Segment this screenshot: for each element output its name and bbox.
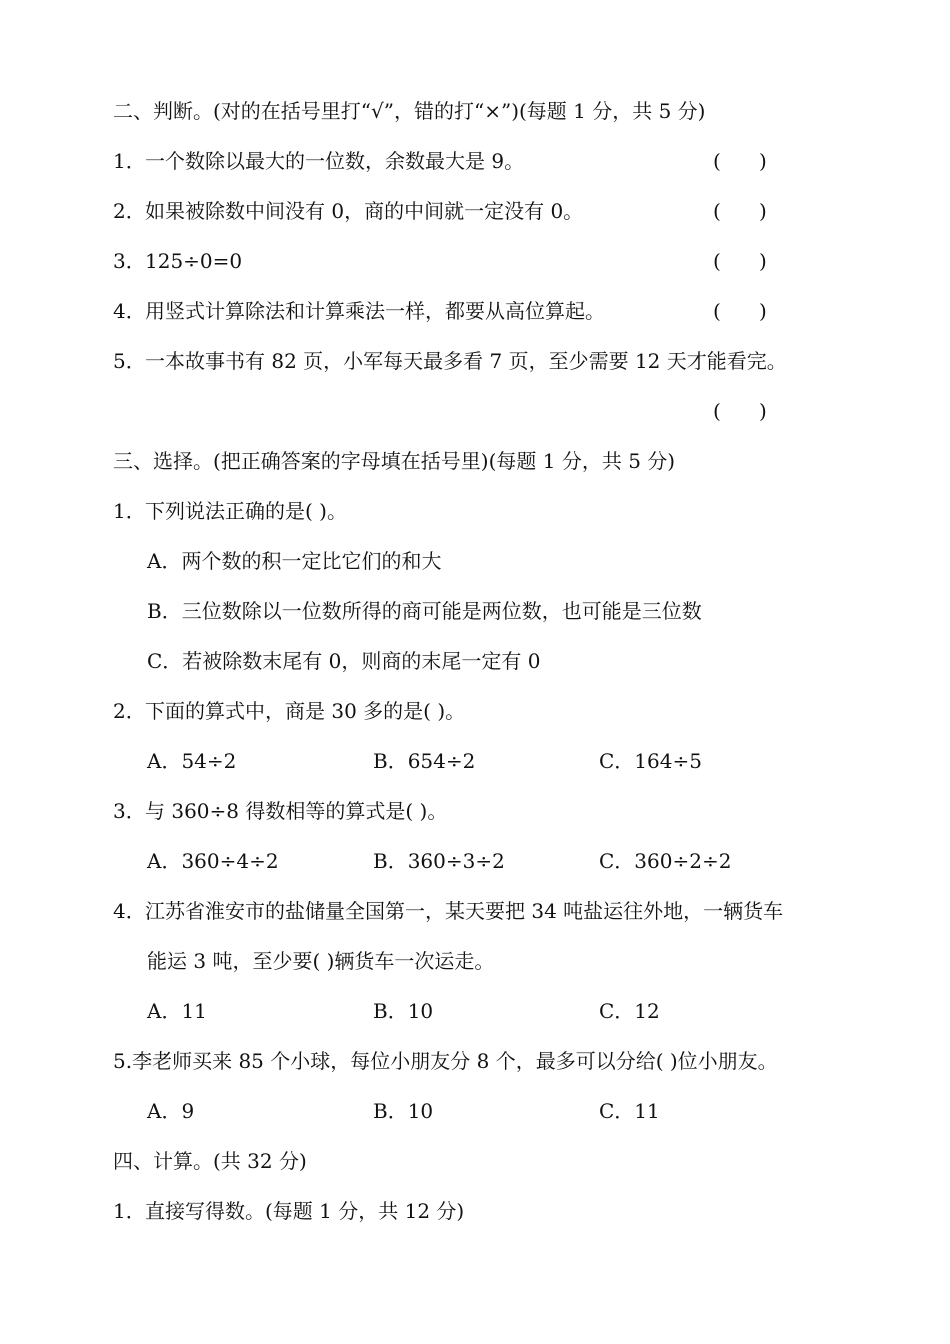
question-text: 江苏省淮安市的盐储量全国第一，某天要把 34 吨盐运往外地，一辆货车: [145, 899, 784, 923]
q2-option-a: A．54÷2: [147, 749, 237, 773]
item-text: 用竖式计算除法和计算乘法一样，都要从高位算起。: [145, 299, 605, 323]
item-number: 2．: [113, 699, 146, 723]
question-text: 下面的算式中，商是 30 多的是( )。: [145, 699, 466, 723]
choice-q4-continued: 能运 3 吨，至少要( )辆货车一次运走。: [147, 949, 495, 973]
question-text: 李老师买来 85 个小球，每位小朋友分 8 个，最多可以分给( )位小朋友。: [132, 1049, 778, 1073]
q4-option-b: B．10: [373, 999, 434, 1023]
section3-heading: 三、选择。(把正确答案的字母填在括号里)(每题 1 分，共 5 分): [113, 449, 676, 473]
answer-blank-2[interactable]: ( ): [713, 199, 767, 223]
section4-heading: 四、计算。(共 32 分): [113, 1149, 307, 1173]
choice-q5: [113, 1048, 778, 1074]
answer-blank-5[interactable]: ( ): [713, 399, 767, 423]
choice-q2: [113, 698, 465, 724]
q2-option-b: B．654÷2: [373, 749, 476, 773]
item-text: 如果被除数中间没有 0，商的中间就一定没有 0。: [145, 199, 584, 223]
judge-item-5: [113, 348, 787, 374]
answer-blank-4[interactable]: ( ): [713, 299, 767, 323]
judge-item-3: [113, 248, 242, 274]
q1-option-c: C．若被除数末尾有 0，则商的末尾一定有 0: [147, 649, 541, 673]
section4-sub1: [113, 1198, 464, 1224]
item-text: 一个数除以最大的一位数，余数最大是 9。: [145, 149, 525, 173]
item-text: 一本故事书有 82 页，小军每天最多看 7 页，至少需要 12 天才能看完。: [145, 349, 787, 373]
item-number: 3．: [113, 799, 146, 823]
q5-option-c: C．11: [599, 1099, 660, 1123]
judge-item-1: [113, 148, 524, 174]
judge-item-4: [113, 298, 605, 324]
sub-text: 直接写得数。(每题 1 分，共 12 分): [145, 1199, 465, 1223]
item-number: 1．: [113, 149, 146, 173]
item-number: 4．: [113, 299, 146, 323]
item-number: 5.: [113, 1049, 133, 1073]
q3-option-b: B．360÷3÷2: [373, 849, 505, 873]
judge-item-2: [113, 198, 583, 224]
item-number: 3．: [113, 249, 146, 273]
question-text: 下列说法正确的是( )。: [145, 499, 347, 523]
q3-option-a: A．360÷4÷2: [147, 849, 279, 873]
q1-option-b: B．三位数除以一位数所得的商可能是两位数，也可能是三位数: [147, 599, 702, 623]
item-text: 125÷0=0: [145, 249, 243, 273]
choice-q3: [113, 798, 447, 824]
q3-option-c: C．360÷2÷2: [599, 849, 732, 873]
item-number: 4．: [113, 899, 146, 923]
q5-option-a: A．9: [147, 1099, 195, 1123]
choice-q4: [113, 898, 783, 924]
answer-blank-1[interactable]: ( ): [713, 149, 767, 173]
q5-option-b: B．10: [373, 1099, 434, 1123]
item-number: 1．: [113, 499, 146, 523]
choice-q1: [113, 498, 347, 524]
item-number: 1．: [113, 1199, 146, 1223]
section2-heading: 二、判断。(对的在括号里打“√”，错的打“×”)(每题 1 分，共 5 分): [113, 99, 706, 123]
question-text: 与 360÷8 得数相等的算式是( )。: [145, 799, 448, 823]
q2-option-c: C．164÷5: [599, 749, 702, 773]
answer-blank-3[interactable]: ( ): [713, 249, 767, 273]
q1-option-a: A．两个数的积一定比它们的和大: [147, 549, 442, 573]
q4-option-c: C．12: [599, 999, 660, 1023]
item-number: 5．: [113, 349, 146, 373]
item-number: 2．: [113, 199, 146, 223]
q4-option-a: A．11: [147, 999, 207, 1023]
